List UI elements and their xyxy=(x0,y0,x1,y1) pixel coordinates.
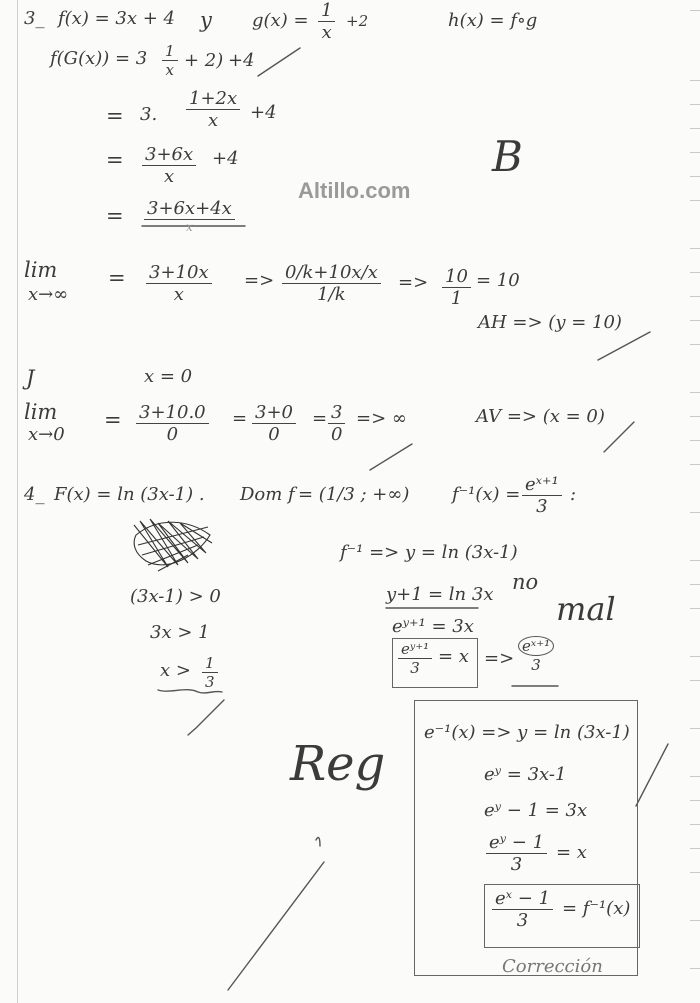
ex4-inequality-3-fraction: $\frac{1}{3}$ xyxy=(202,654,218,691)
check-mark xyxy=(370,444,412,470)
ex3-fg-left: f(G(x)) = 3 xyxy=(50,48,148,69)
check-mark xyxy=(604,422,634,452)
correction-line2: eʸ = 3x-1 xyxy=(484,764,567,785)
correction-line3: eʸ − 1 = 3x xyxy=(484,800,588,821)
ex4-inverse-line1: f⁻¹ => y = ln (3x-1) xyxy=(340,542,518,563)
check-mark xyxy=(636,744,668,806)
ex3-conjunction: y xyxy=(200,8,212,32)
ex3-lim1-word: lim xyxy=(24,258,58,282)
ex4-domain-label: Dom f xyxy=(240,484,295,505)
ex3-fg-inner-rest: + 2) xyxy=(184,50,224,71)
ex4-inequality-2: 3x > 1 xyxy=(150,622,210,643)
ex3-horizontal-asymptote: AH => (y = 10) xyxy=(478,312,622,333)
ex4-inverse-fraction: $\frac{\text{eˣ⁺¹}}{3}$ xyxy=(522,474,562,517)
ex3-line2-right: +4 xyxy=(250,102,277,123)
ex3-lim2-fraction-a: $\frac{3+10.0}{0}$ xyxy=(136,402,209,445)
ex3-h-definition: h(x) = f∘g xyxy=(448,10,538,31)
ex3-lim2-sub: x→0 xyxy=(28,424,65,445)
ex4-inverse-line4-fraction: $\frac{\text{eʸ⁺¹}}{3}$ xyxy=(398,640,432,677)
check-mark xyxy=(598,332,650,360)
ex3-line3-right: +4 xyxy=(212,148,239,169)
ex4-inverse-line2-num: y+1 xyxy=(386,584,423,605)
ex3-lim1-sub: x→∞ xyxy=(28,284,69,305)
ex3-lim2-eq3: = xyxy=(312,408,328,429)
ex3-lim2-fraction-b: $\frac{3+0}{0}$ xyxy=(252,402,296,445)
ex4-inequality-1: (3x-1) > 0 xyxy=(130,586,221,607)
ex4-inverse-right: : xyxy=(570,484,577,505)
pen-stroke xyxy=(228,862,324,990)
ex3-x-equals-zero: x = 0 xyxy=(144,366,193,387)
ex3-and-mark: J xyxy=(26,366,35,390)
ex4-f-definition: F(x) = ln (3x-1) . xyxy=(54,484,205,505)
ex4-domain-value: = (1/3 ; +∞) xyxy=(298,484,410,505)
ex3-line4-fraction: 3+6x+4x x xyxy=(144,198,235,234)
ex3-vertical-asymptote: AV => (x = 0) xyxy=(476,406,605,427)
watermark: Altillo.com xyxy=(298,178,411,203)
ex3-lim1-result-fraction: $\frac{10}{1}$ xyxy=(442,266,471,309)
mal-mark: mal xyxy=(556,590,616,628)
check-mark xyxy=(188,700,224,735)
ex3-fg-right: +4 xyxy=(228,50,255,71)
ex4-inverse-line3: eʸ⁺¹ = 3x xyxy=(392,616,474,637)
ex3-g-left: g(x) = xyxy=(252,10,309,31)
ex4-no-mark: no xyxy=(512,570,539,594)
ex3-lim2-fraction-c: $\frac{3}{0}$ xyxy=(328,402,345,445)
ex3-lim2-word: lim xyxy=(24,400,58,424)
correction-line1: e⁻¹(x) => y = ln (3x-1) xyxy=(424,722,630,743)
ex3-f-definition: f(x) = 3x + 4 xyxy=(58,8,175,29)
ex3-g-right: +2 xyxy=(346,12,369,30)
ex4-inverse-left: f⁻¹(x) = xyxy=(452,484,521,505)
ex3-lim2-result: => ∞ xyxy=(356,408,407,429)
ex4-inverse-line4-rest: = x xyxy=(438,646,469,667)
scribble-out xyxy=(128,515,214,575)
ex3-number: 3_ xyxy=(24,8,45,29)
ex3-eq3: = xyxy=(106,204,124,228)
ex3-line3-fraction: $\frac{3+6x}{x}$ xyxy=(142,144,196,187)
grade-mark: B xyxy=(492,132,523,181)
ex4-inequality-3-left: x > xyxy=(160,660,191,681)
ex3-fg-inner-fraction: $\frac{1}{x}$ xyxy=(162,42,178,79)
ex3-eq2: = xyxy=(106,148,124,172)
ex4-inverse-arrow: => xyxy=(484,648,515,669)
ex3-eq1: = xyxy=(106,104,124,128)
ex3-line2-fraction: $\frac{1+2x}{x}$ xyxy=(186,88,240,131)
check-mark xyxy=(258,48,300,76)
correction-final-fraction: $\frac{\text{eˣ − 1}}{3}$ xyxy=(492,888,553,931)
correction-line4-fraction: $\frac{\text{eʸ − 1}}{3}$ xyxy=(486,832,547,875)
ex3-lim1-fraction: $\frac{3+10x}{x}$ xyxy=(146,262,212,305)
reg-mark: Reg xyxy=(290,736,386,792)
ex3-lim1-big-fraction: $\frac{0/k+10x/x}{1/k}$ xyxy=(282,262,381,305)
ex3-lim2-eq2: = xyxy=(232,408,248,429)
ex3-lim1-result: = 10 xyxy=(476,270,520,291)
ex4-number: 4_ xyxy=(24,484,45,505)
ex4-inverse-line2-rest: = ln 3x xyxy=(428,584,494,605)
ex3-g-fraction: $\frac{1}{x}$ xyxy=(318,0,335,43)
correction-label: Corrección xyxy=(502,956,603,977)
ex4-inverse-result-fraction: $\frac{\text{eˣ⁺¹}}{3}$ xyxy=(518,636,554,674)
ex3-lim1-eq: = xyxy=(108,266,126,290)
pen-stroke xyxy=(316,838,320,846)
ex3-line2-left: 3. xyxy=(140,104,158,125)
ex3-lim2-eq: = xyxy=(104,408,122,432)
ex3-lim1-arrow: => xyxy=(244,270,275,291)
ex3-lim1-arrow2: => xyxy=(398,272,429,293)
correction-line4-rest: = x xyxy=(556,842,587,863)
correction-final-rest: = f⁻¹(x) xyxy=(562,898,631,919)
